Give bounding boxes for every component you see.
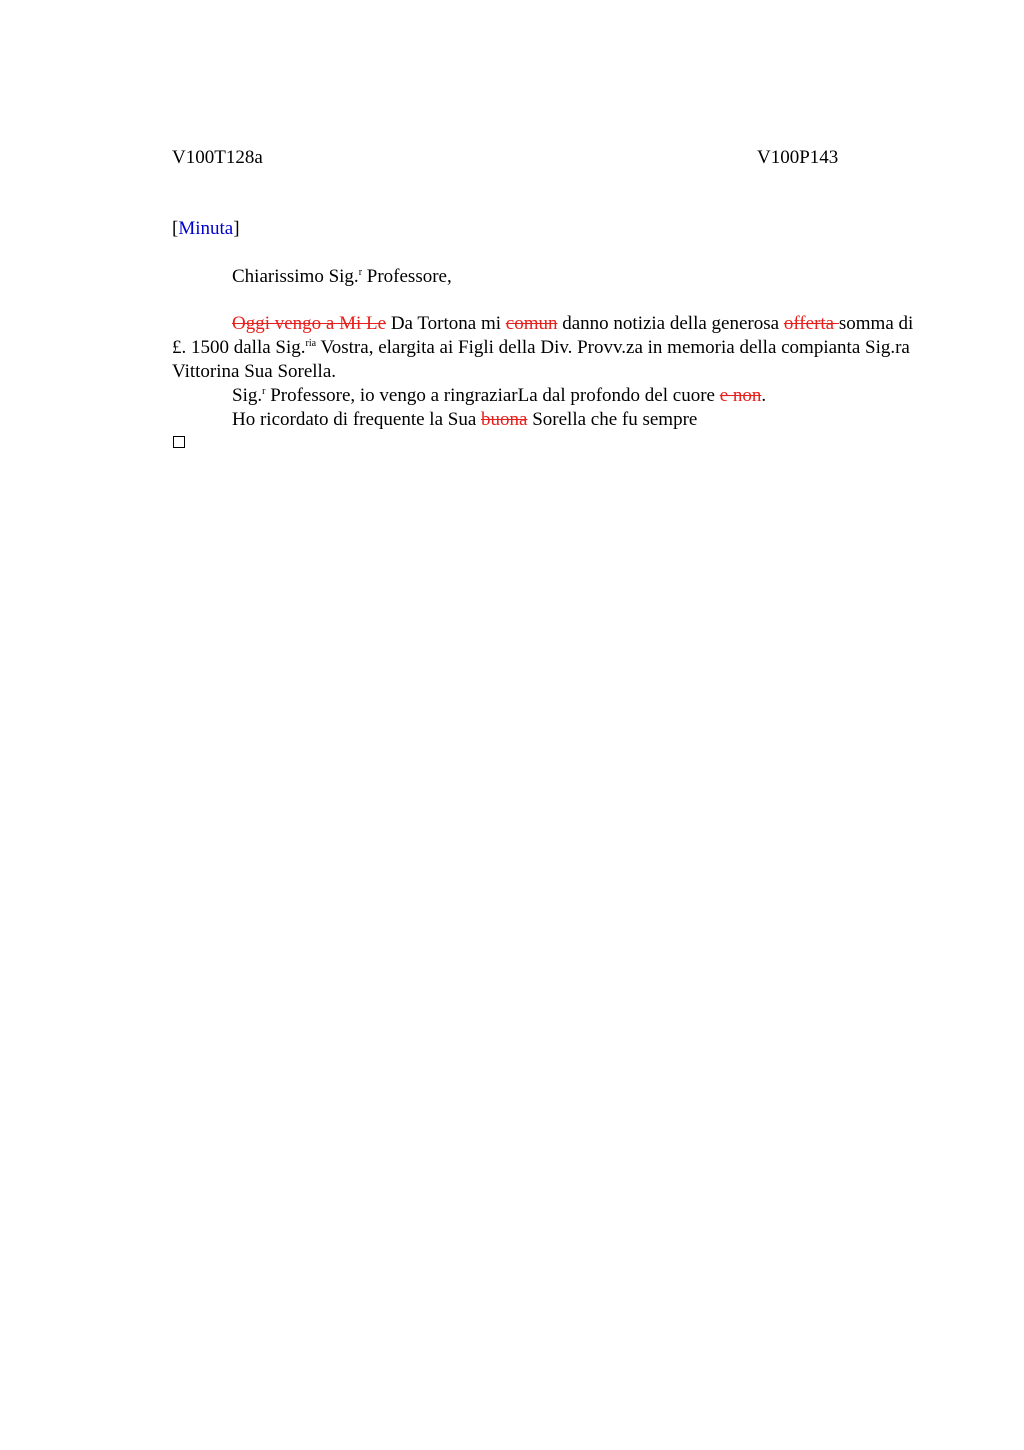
minuta-label: Minuta <box>178 218 234 239</box>
bracket-close: ] <box>233 218 240 239</box>
paragraph-text: danno notizia della generosa <box>557 313 784 334</box>
superscript: r <box>262 386 266 397</box>
paragraph-text: . <box>761 385 767 406</box>
deleted-text: buona <box>481 409 528 430</box>
paragraph-1 <box>172 312 932 384</box>
deleted-text: offerta <box>783 313 839 334</box>
empty-square-icon <box>173 436 185 448</box>
salutation <box>232 265 452 289</box>
paragraph-text: Ho ricordato di frequente la Sua <box>232 409 482 430</box>
salutation-post: Professore, <box>362 266 452 287</box>
deleted-text: Oggi vengo a Mi Le <box>232 313 387 334</box>
reference-code-right: V100P143 <box>757 147 839 168</box>
document-page <box>172 0 932 1450</box>
salutation-pre: Chiarissimo Sig. <box>232 266 359 287</box>
paragraph-3 <box>172 408 932 432</box>
paragraph-2 <box>172 384 932 408</box>
reference-code-left: V100T128a <box>172 147 263 168</box>
minuta-tag <box>172 217 240 241</box>
paragraph-text: Professore, io vengo a ringraziarLa dal profondo del cuore <box>265 385 720 406</box>
paragraph-text: somma di £. 1500 dalla Sig. <box>172 313 914 358</box>
paragraph-text: Da Tortona mi <box>386 313 506 334</box>
superscript: ria <box>305 338 317 349</box>
paragraph-text: Sig. <box>232 385 263 406</box>
bracket-open: [ <box>172 218 179 239</box>
paragraph-text: Sorella che fu sempre <box>527 409 698 430</box>
deleted-text: e non <box>719 385 762 406</box>
paragraph-text: Vostra, elargita ai Figli della Div. Provv.za in memoria della compianta Sig.ra Vittorina Sua Sorella. <box>172 337 910 382</box>
deleted-text: comun <box>505 313 558 334</box>
salutation-superscript: r <box>358 267 363 278</box>
letter-body <box>172 312 932 432</box>
